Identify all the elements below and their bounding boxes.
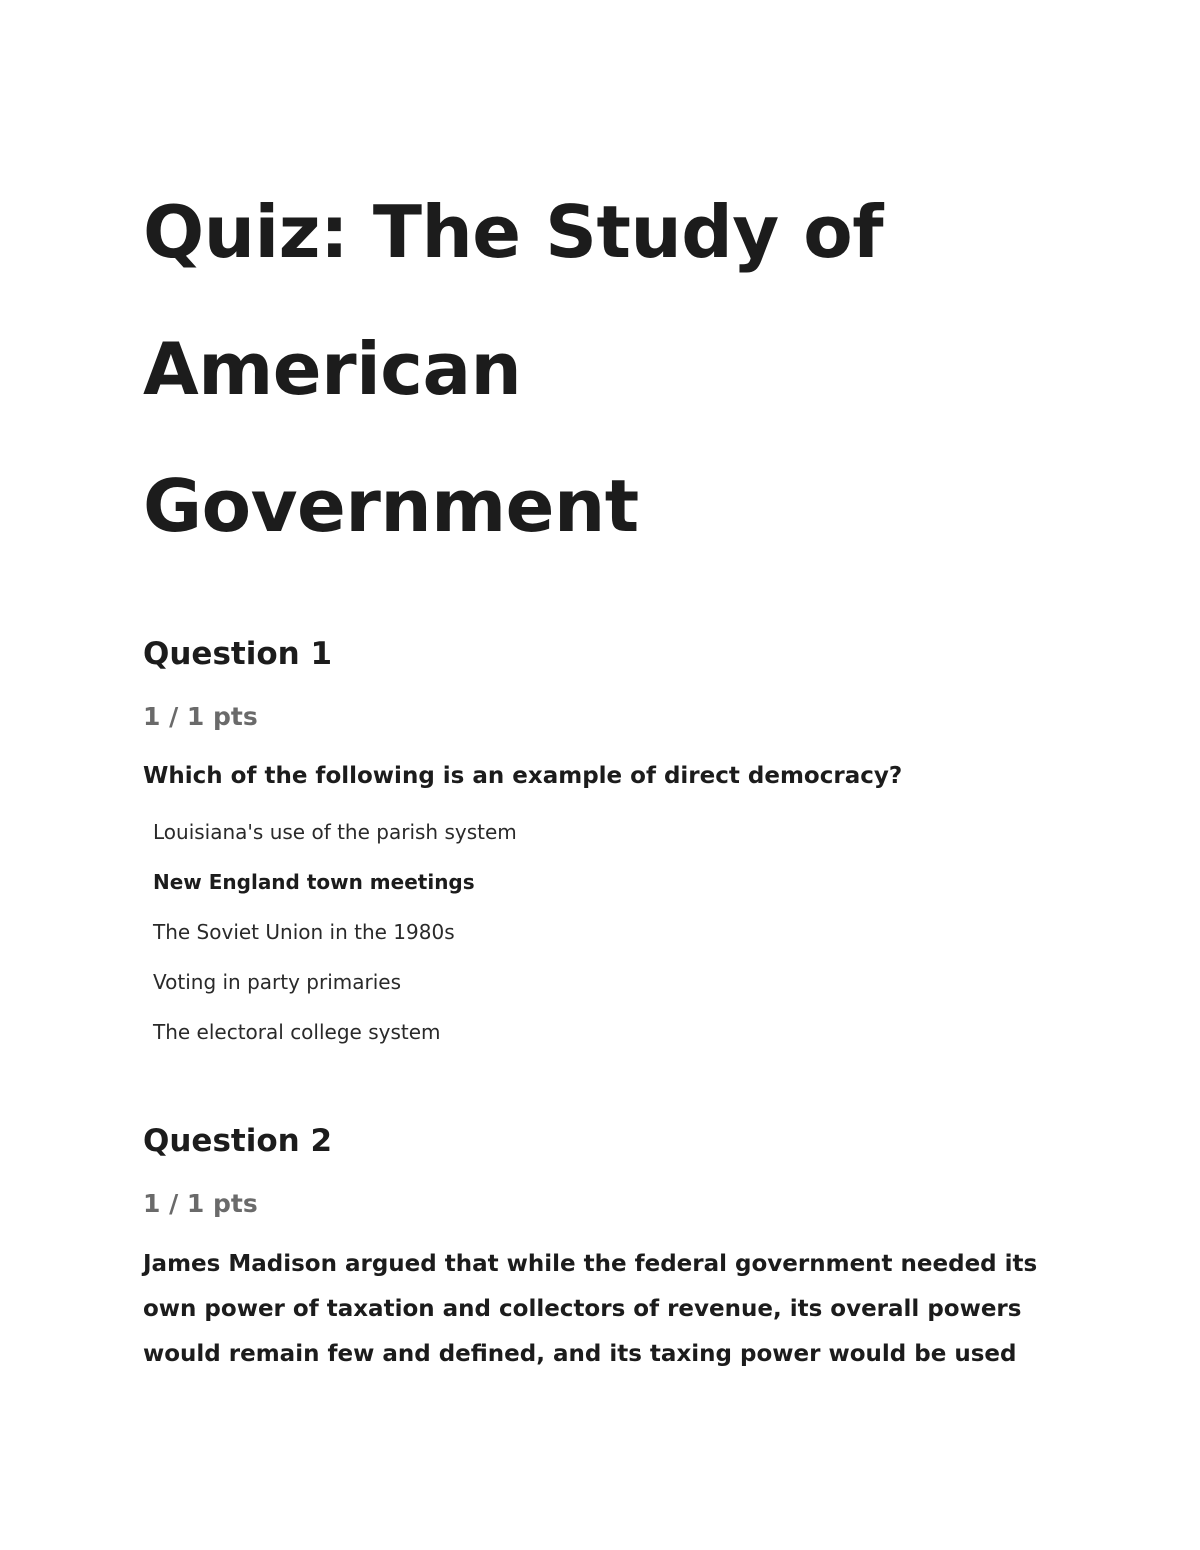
question-1-answer-list [153,812,517,1062]
answer-option[interactable]: Voting in party primaries [153,970,402,994]
question-1-prompt: Which of the following is an example of direct democracy? [143,763,903,789]
quiz-title [143,164,1103,575]
quiz-title-line: American [143,327,522,411]
answer-option[interactable]: The electoral college system [153,1020,441,1044]
question-2-heading: Question 2 [143,1123,333,1159]
question-2-points: 1 / 1 pts [143,1189,258,1218]
quiz-title-line: Government [143,464,639,548]
answer-option[interactable]: The Soviet Union in the 1980s [153,920,455,944]
question-2-prompt: James Madison argued that while the federal government needed its own power of taxation and collectors of revenue, its overall powers would remain few and defined, and its taxing power would be used [143,1251,1038,1367]
answer-option-correct[interactable]: New England town meetings [153,870,475,894]
quiz-title-line: Quiz: The Study of [143,190,884,274]
question-1-heading: Question 1 [143,636,333,672]
question-1-points: 1 / 1 pts [143,702,258,731]
answer-option[interactable]: Louisiana's use of the parish system [153,820,517,844]
